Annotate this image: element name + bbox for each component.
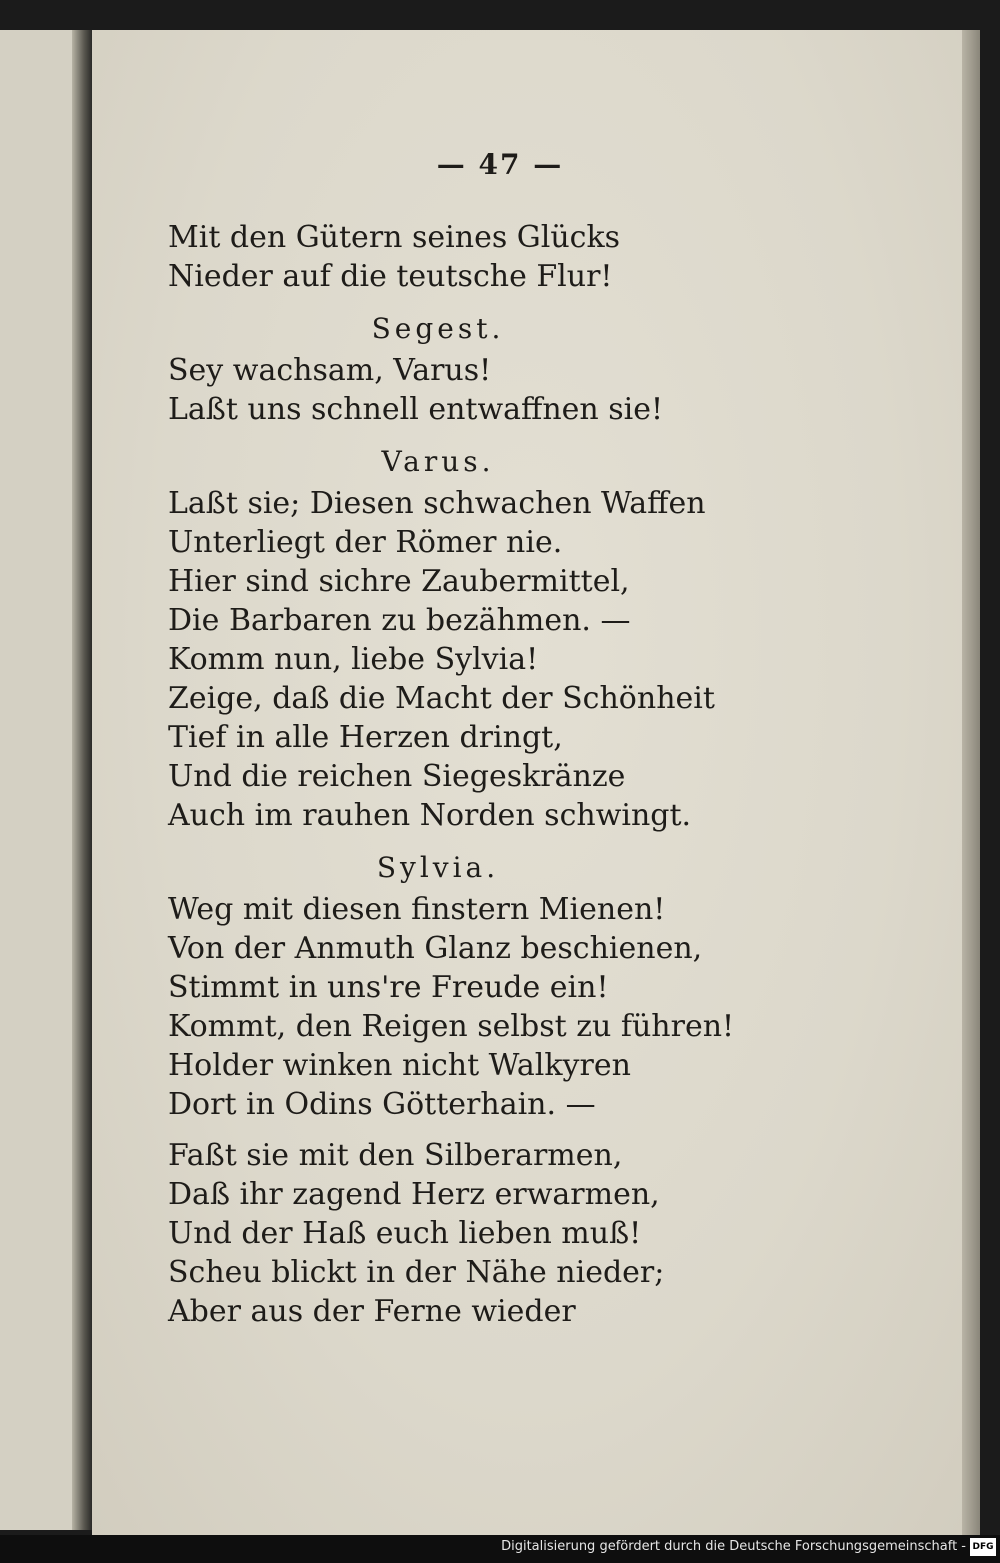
verse-line: Faßt sie mit den Silberarmen, <box>168 1138 623 1173</box>
verse-line: Kommt, den Reigen selbst zu führen! <box>168 1009 735 1044</box>
digitization-footer <box>0 1535 1000 1563</box>
speaker-heading: Varus. <box>381 445 495 478</box>
speaker-heading: Sylvia. <box>376 851 500 884</box>
verse-line: Hier sind sichre Zaubermittel, <box>168 564 630 599</box>
page-text <box>168 218 868 1331</box>
page-edge <box>962 30 980 1535</box>
verse-line: Aber aus der Ferne wieder <box>168 1294 576 1329</box>
verse-line: Von der Anmuth Glanz beschienen, <box>168 931 703 966</box>
speaker-heading: Segest. <box>371 312 505 345</box>
verse-line: Scheu blickt in der Nähe nieder; <box>168 1255 665 1290</box>
verse-line: Mit den Gütern seines Glücks <box>168 220 621 255</box>
funding-credit: Digitalisierung gefördert durch die Deutsche Forschungsgemeinschaft - <box>501 1539 966 1554</box>
verse-line: Sey wachsam, Varus! <box>168 353 492 388</box>
left-page-fragment <box>0 30 80 1530</box>
verse-line: Daß ihr zagend Herz erwarmen, <box>168 1177 660 1212</box>
verse-line: Auch im rauhen Norden schwingt. <box>168 798 692 833</box>
verse-line: Dort in Odins Götterhain. — <box>168 1087 596 1122</box>
book-gutter <box>72 30 92 1530</box>
verse-line: Laßt uns schnell entwaffnen sie! <box>168 392 664 427</box>
verse-line: Laßt sie; Diesen schwachen Waffen <box>168 486 706 521</box>
verse-line: Weg mit diesen finstern Mienen! <box>168 892 666 927</box>
page-number: — 47 — <box>436 148 564 181</box>
verse-line: Zeige, daß die Macht der Schönheit <box>168 681 715 716</box>
dfg-logo-icon: DFG <box>970 1538 996 1556</box>
verse-line: Die Barbaren zu bezähmen. — <box>168 603 631 638</box>
stanza-gap <box>168 1124 868 1136</box>
verse-line: Tief in alle Herzen dringt, <box>168 720 563 755</box>
verse-line: Und der Haß euch lieben muß! <box>168 1216 642 1251</box>
verse-line: Holder winken nicht Walkyren <box>168 1048 631 1083</box>
verse-line: Und die reichen Siegeskränze <box>168 759 626 794</box>
verse-line: Nieder auf die teutsche Flur! <box>168 259 613 294</box>
verse-line: Komm nun, liebe Sylvia! <box>168 642 539 677</box>
verse-line: Stimmt in uns're Freude ein! <box>168 970 609 1005</box>
verse-line: Unterliegt der Römer nie. <box>168 525 563 560</box>
